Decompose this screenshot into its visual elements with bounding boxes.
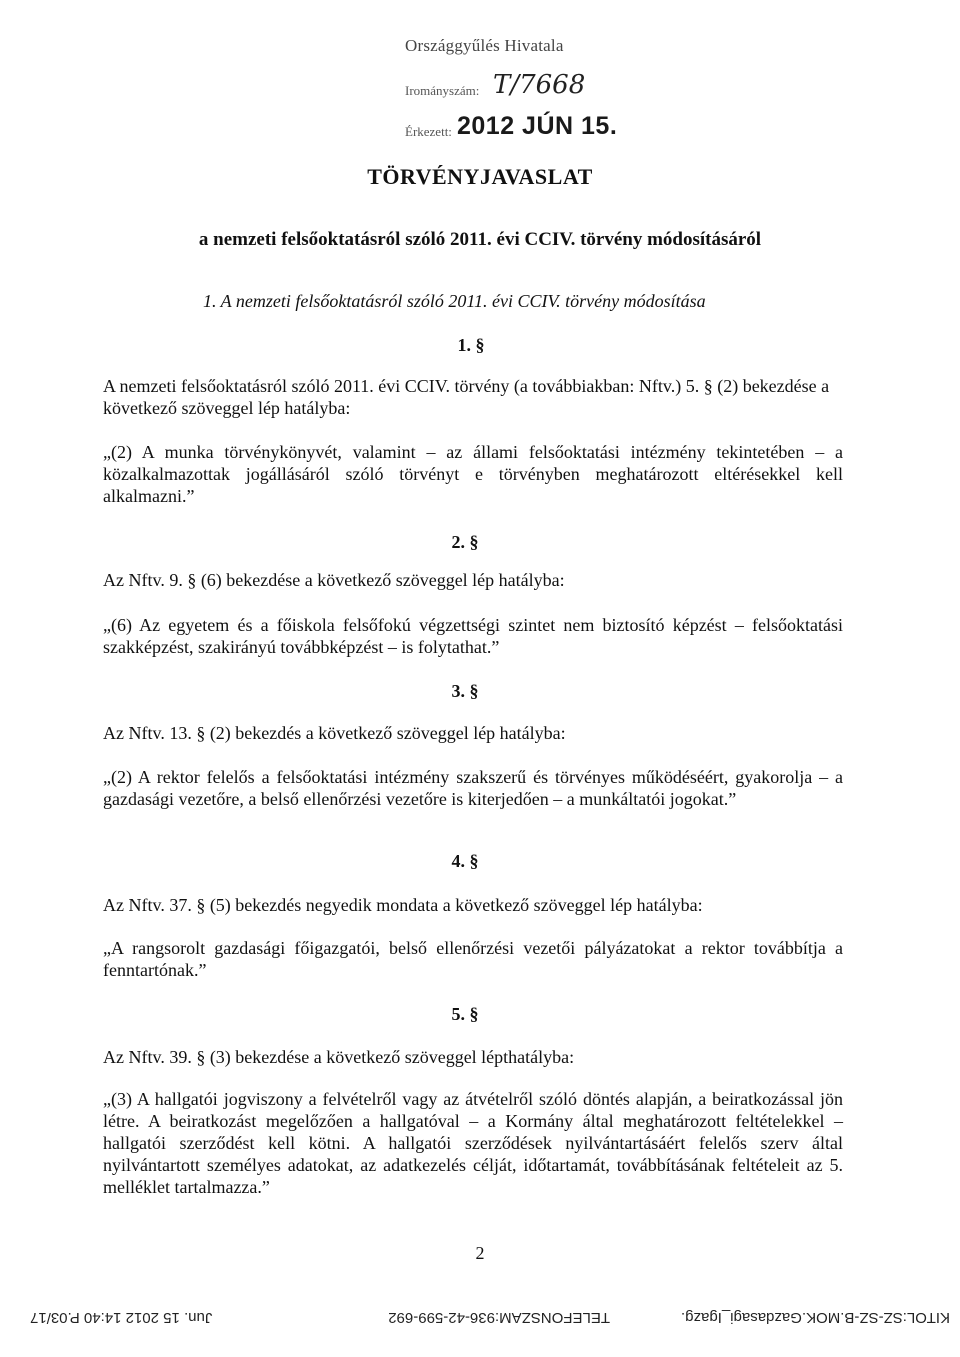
stamp-recv-label: Érkezett: <box>405 124 452 139</box>
fax-header-line <box>0 1296 960 1336</box>
fax-timestamp: Jun. 15 2012 14:40 P.03/17 <box>30 1309 213 1326</box>
stamp-date: 2012 JÚN 15. <box>457 112 618 140</box>
document-title: TÖRVÉNYJAVASLAT <box>367 164 593 189</box>
page-number: 2 <box>475 1243 485 1263</box>
fax-phone: TELEFONSZAM:936-42-599-692 <box>388 1309 610 1326</box>
paragraph-lead: Az Nftv. 13. § (2) bekezdés a következő szöveggel lép hatályba: <box>103 723 566 743</box>
paragraph-text: „(2) A rektor felelős a felsőoktatási intézmény szakszerű és törvényes működéséért, gyakorolja – a gazdasági vezetőre, a belső ellenőrzési vezetőre is kiterjedően – a munkáltatói jogokat.” <box>103 767 843 809</box>
section-heading: 1. A nemzeti felsőoktatásról szóló 2011. évi CCIV. törvény módosítása <box>203 291 706 311</box>
paragraph-text: „(2) A munka törvénykönyvét, valamint – az állami felsőoktatási intézmény tekintetében – a közalkalmazottak jogállásáról szóló törvényt e törvényben meghatározott eltérésekkel kell alkalmazni.” <box>103 442 843 506</box>
paragraph-number: 4. § <box>451 851 479 871</box>
paragraph-lead: Az Nftv. 9. § (6) bekezdése a következő szöveggel lép hatályba: <box>103 570 565 590</box>
paragraph-text: „A rangsorolt gazdasági főigazgatói, belső ellenőrzési vezetői pályázatokat a rektor továbbítja a fenntartónak.” <box>103 938 843 980</box>
document-subtitle: a nemzeti felsőoktatásról szóló 2011. évi CCIV. törvény módosításáról <box>198 229 762 250</box>
paragraph-text: „(3) A hallgatói jogviszony a felvételről vagy az átvételről szóló döntés alapján, a beiratkozással jön létre. A beiratkozást megelőzően a hallgatóval – a Kormány által meghatározott feltételekkel – hallgatói szerződést kell kötni. A hallgatói szerződések nyilvántartásáért felelős szerv által nyilvántartott személyes adatokat, az adatkezelés célját, időtartamát, továbbításának feltételeit az 5. melléklet tartalmazza.” <box>103 1089 843 1197</box>
paragraph-number: 1. § <box>457 335 485 355</box>
paragraph-lead: Az Nftv. 39. § (3) bekezdése a következő szöveggel lépthatályba: <box>103 1047 575 1067</box>
stamp-office: Országgyűlés Hivatala <box>405 36 564 55</box>
stamp-reg-label: Irományszám: <box>405 83 480 98</box>
fax-sender: KITOL:SZ-SZ-B.MOK.Gazdasagi_Igazg. <box>681 1309 950 1326</box>
paragraph-text: „(6) Az egyetem és a főiskola felsőfokú végzettségi szintet nem biztosító képzést – felsőoktatási szakképzést, szakirányú továbbképzést – is folytathat.” <box>103 615 843 657</box>
paragraph-number: 5. § <box>451 1004 479 1024</box>
registration-stamp <box>405 30 665 140</box>
paragraph-number: 3. § <box>451 681 479 701</box>
paragraph-lead: Az Nftv. 37. § (5) bekezdés negyedik mondata a következő szöveggel lép hatályba: <box>103 895 703 915</box>
paragraph-number: 2. § <box>451 532 479 552</box>
stamp-reg-value: T/7668 <box>493 70 586 100</box>
paragraph-lead: A nemzeti felsőoktatásról szóló 2011. évi CCIV. törvény (a továbbiakban: Nftv.) 5. § (2) bekezdése a következő szöveggel lép hatályba: <box>103 376 830 418</box>
